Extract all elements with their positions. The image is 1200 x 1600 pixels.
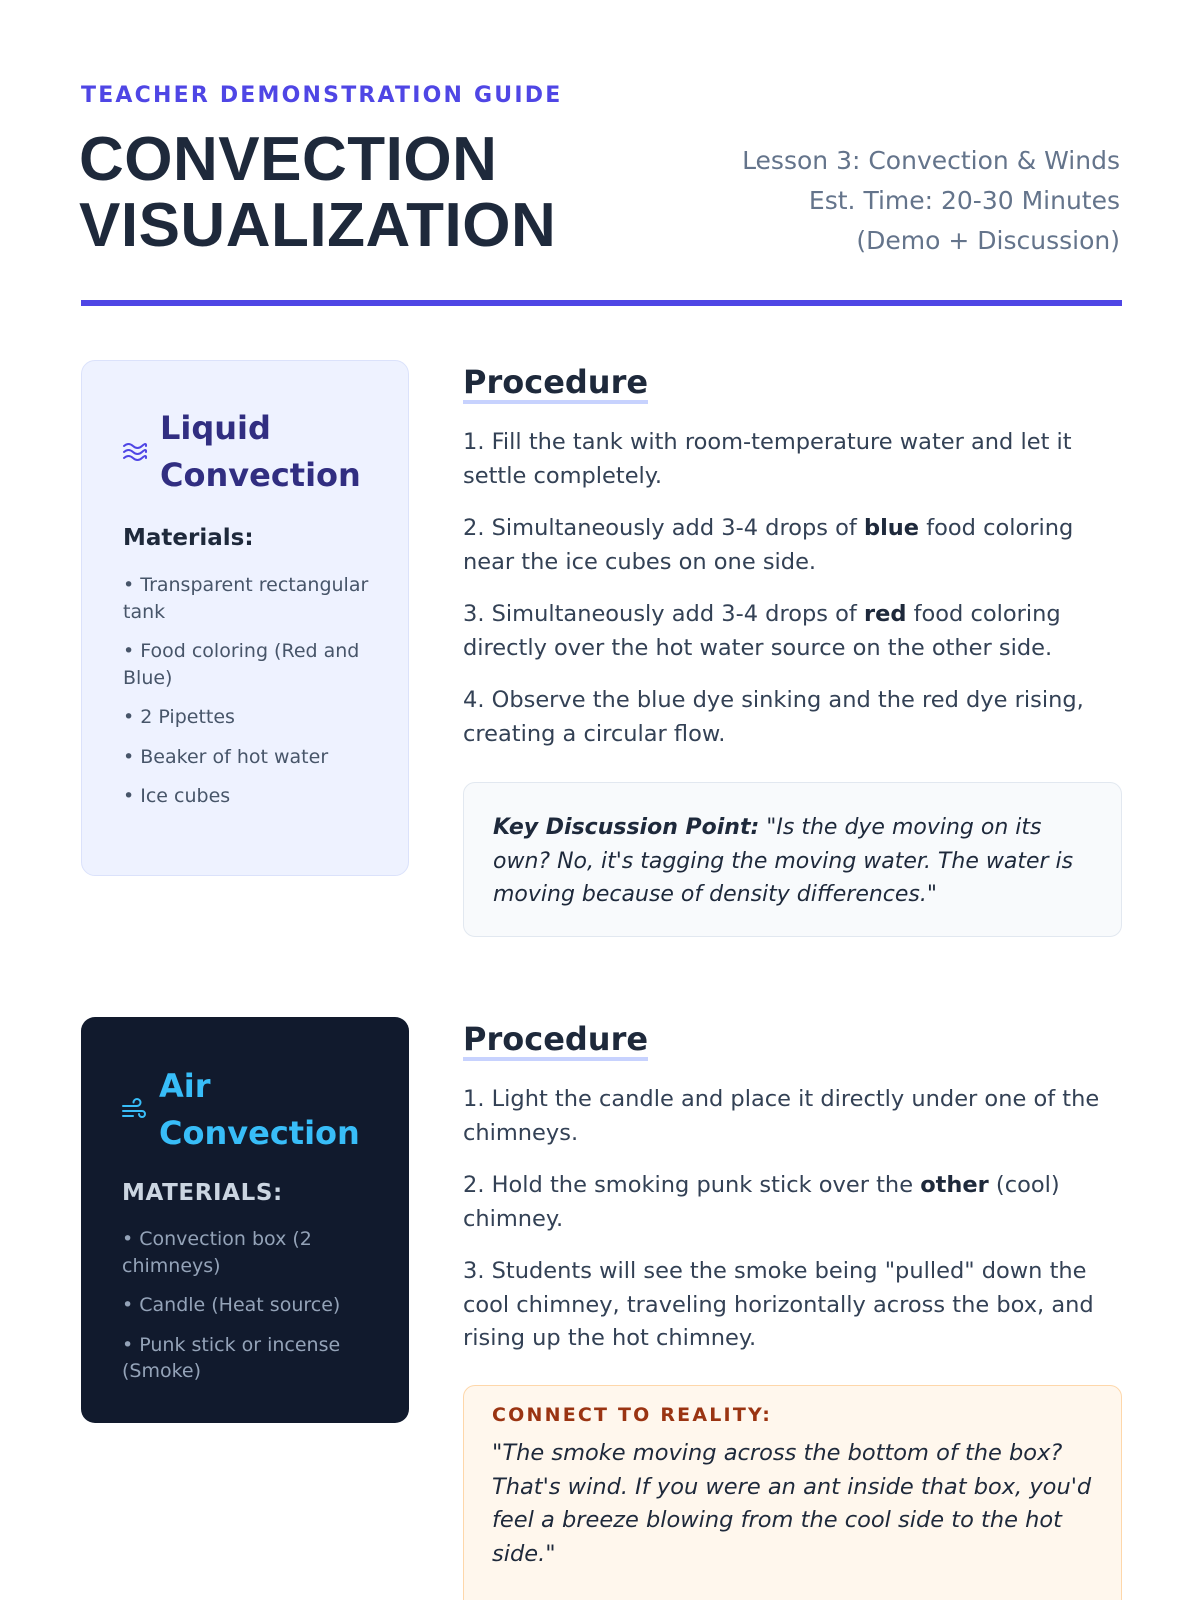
list-item: • Punk stick or incense (Smoke) xyxy=(122,1332,382,1385)
procedure-heading: Procedure xyxy=(463,1021,648,1061)
reality-label: CONNECT TO REALITY: xyxy=(492,1404,773,1426)
title-line-1: CONVECTION xyxy=(79,125,498,194)
time-breakdown: (Demo + Discussion) xyxy=(856,226,1120,255)
air-title-line-2: Convection xyxy=(159,1114,360,1152)
eyebrow: TEACHER DEMONSTRATION GUIDE xyxy=(81,83,563,108)
air-card-header xyxy=(121,1063,360,1157)
air-card-title xyxy=(159,1063,360,1157)
step-2: 2. Hold the smoking punk stick over the other (cool) chimney. xyxy=(463,1172,1060,1232)
list-item: • Food coloring (Red and Blue) xyxy=(123,638,383,691)
step-1: 1. Light the candle and place it directly under one of the chimneys. xyxy=(463,1086,1100,1146)
list-item: • Transparent rectangular tank xyxy=(123,572,383,625)
procedure-steps xyxy=(463,426,1122,751)
air-materials-list xyxy=(122,1226,382,1398)
step-4: 4. Observe the blue dye sinking and the red dye rising, creating a circular flow. xyxy=(463,687,1084,747)
liquid-procedure xyxy=(463,364,1122,770)
wind-icon xyxy=(121,1097,147,1123)
header-divider xyxy=(81,300,1122,306)
air-materials-label: MATERIALS: xyxy=(122,1180,283,1206)
procedure-steps xyxy=(463,1083,1122,1356)
waves-icon xyxy=(122,439,148,465)
step-3: 3. Simultaneously add 3-4 drops of red food coloring directly over the hot water source on the other side. xyxy=(463,601,1061,661)
key-discussion-label: Key Discussion Point: xyxy=(493,815,760,840)
liquid-card-header xyxy=(122,405,361,499)
title-line-2: VISUALIZATION xyxy=(79,191,557,260)
reality-quote: "The smoke moving across the bottom of the box? That's wind. If you were an ant inside that box, you'd feel a breeze blowing from the cool side to the hot side." xyxy=(492,1440,1092,1567)
air-materials-card xyxy=(81,1017,409,1423)
air-title-line-1: Air xyxy=(159,1067,211,1105)
liquid-materials-list xyxy=(123,572,383,823)
procedure-heading: Procedure xyxy=(463,364,648,404)
step-3: 3. Students will see the smoke being "pulled" down the cool chimney, traveling horizontally across the box, and rising up the hot chimney. xyxy=(463,1258,1094,1351)
air-procedure xyxy=(463,1021,1122,1375)
list-item: • 2 Pipettes xyxy=(123,704,383,731)
key-discussion-box xyxy=(463,782,1122,937)
list-item: • Convection box (2 chimneys) xyxy=(122,1226,382,1279)
liquid-materials-label: Materials: xyxy=(123,525,254,551)
key-discussion-text: "Is the dye moving on its own? No, it's tagging the moving water. The water is moving because of density differences." xyxy=(493,815,1074,907)
list-item: • Ice cubes xyxy=(123,783,383,810)
liquid-card-title xyxy=(160,405,361,499)
lesson-name: Lesson 3: Convection & Winds xyxy=(742,146,1120,175)
step-2: 2. Simultaneously add 3-4 drops of blue food coloring near the ice cubes on one side. xyxy=(463,515,1074,575)
step-1: 1. Fill the tank with room-temperature water and let it settle completely. xyxy=(463,429,1072,489)
liquid-title-line-1: Liquid xyxy=(160,409,271,447)
liquid-materials-card xyxy=(81,360,409,876)
lesson-meta xyxy=(742,141,1120,261)
page-title xyxy=(79,127,556,259)
est-time: Est. Time: 20-30 Minutes xyxy=(808,186,1120,215)
connect-to-reality-box xyxy=(463,1385,1122,1600)
list-item: • Beaker of hot water xyxy=(123,744,383,771)
liquid-title-line-2: Convection xyxy=(160,456,361,494)
list-item: • Candle (Heat source) xyxy=(122,1292,382,1319)
